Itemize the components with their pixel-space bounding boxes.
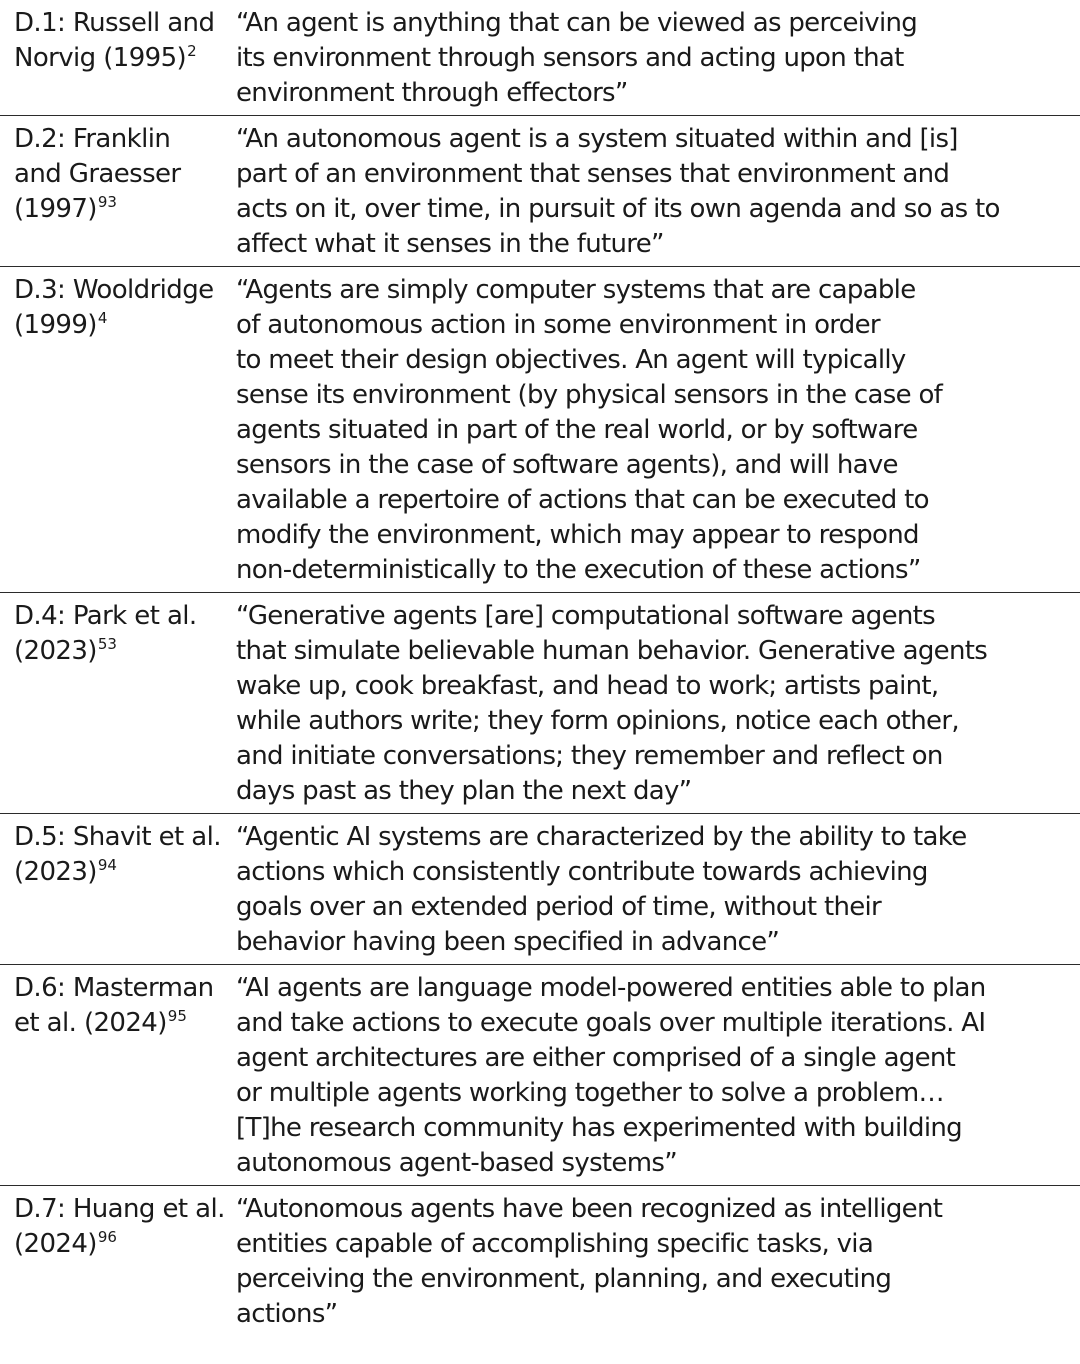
definition-quote: [236, 971, 1080, 1181]
quote-line: part of an environment that senses that environment and: [236, 159, 950, 189]
definition-source: [0, 971, 236, 1181]
reference-superscript: 53: [97, 635, 117, 653]
definition-quote: [236, 820, 1080, 960]
quote-line: behavior having been specified in advance”: [236, 927, 780, 957]
definition-row: [0, 0, 1080, 116]
source-line: D.4: Park et al.: [14, 601, 197, 631]
quote-line: “Generative agents [are] computational software agents: [236, 601, 935, 631]
definition-source: [0, 273, 236, 588]
quote-line: and take actions to execute goals over multiple iterations. AI: [236, 1008, 986, 1038]
quote-line: “Agentic AI systems are characterized by the ability to take: [236, 822, 967, 852]
source-line: D.2: Franklin: [14, 124, 171, 154]
quote-line: affect what it senses in the future”: [236, 229, 664, 259]
definition-source: [0, 599, 236, 809]
reference-superscript: 96: [97, 1228, 117, 1246]
definition-quote: [236, 273, 1080, 588]
source-line: D.3: Wooldridge: [14, 275, 214, 305]
source-line: $(2023)^{94}$: [14, 856, 117, 887]
quote-line: sensors in the case of software agents), and will have: [236, 450, 898, 480]
source-line: D.5: Shavit et al.: [14, 822, 221, 852]
quote-line: “AI agents are language model-powered entities able to plan: [236, 973, 986, 1003]
definition-quote: [236, 6, 1080, 111]
source-line: D.6: Masterman: [14, 973, 214, 1003]
quote-line: “Autonomous agents have been recognized as intelligent: [236, 1194, 943, 1224]
quote-line: actions”: [236, 1299, 338, 1329]
source-line: D.1: Russell and: [14, 8, 215, 38]
quote-line: agent architectures are either comprised of a single agent: [236, 1043, 956, 1073]
definition-quote: [236, 1192, 1080, 1332]
quote-line: “An agent is anything that can be viewed as perceiving: [236, 8, 918, 38]
reference-superscript: 95: [167, 1007, 187, 1025]
quote-line: wake up, cook breakfast, and head to work; artists paint,: [236, 671, 939, 701]
quote-line: to meet their design objectives. An agent will typically: [236, 345, 906, 375]
quote-line: [T]he research community has experimented with building: [236, 1113, 962, 1143]
definition-row: [0, 965, 1080, 1186]
source-line: Norvig $(1995)^2$: [14, 42, 197, 73]
quote-line: environment through effectors”: [236, 78, 628, 108]
definition-source: [0, 6, 236, 111]
definition-row: [0, 814, 1080, 965]
quote-line: non-deterministically to the execution of these actions”: [236, 555, 921, 585]
quote-line: goals over an extended period of time, without their: [236, 892, 882, 922]
reference-superscript: 94: [97, 856, 117, 874]
quote-line: that simulate believable human behavior. Generative agents: [236, 636, 988, 666]
quote-line: or multiple agents working together to solve a problem…: [236, 1078, 944, 1108]
quote-line: days past as they plan the next day”: [236, 776, 692, 806]
definition-source: [0, 1192, 236, 1332]
quote-line: actions which consistently contribute towards achieving: [236, 857, 928, 887]
source-line: and Graesser: [14, 159, 181, 189]
reference-superscript: 2: [187, 42, 197, 60]
quote-line: autonomous agent-based systems”: [236, 1148, 677, 1178]
quote-line: and initiate conversations; they remember and reflect on: [236, 741, 943, 771]
quote-line: while authors write; they form opinions, notice each other,: [236, 706, 959, 736]
definition-row: [0, 593, 1080, 814]
source-line: $(1997)^{93}$: [14, 193, 117, 224]
definition-source: [0, 820, 236, 960]
quote-line: its environment through sensors and acting upon that: [236, 43, 904, 73]
definition-quote: [236, 122, 1080, 262]
source-line: $(2024)^{96}$: [14, 1228, 117, 1259]
quote-line: available a repertoire of actions that can be executed to: [236, 485, 929, 515]
quote-line: perceiving the environment, planning, and executing: [236, 1264, 892, 1294]
definition-source: [0, 122, 236, 262]
source-line: D.7: Huang et al.: [14, 1194, 225, 1224]
reference-superscript: 93: [97, 193, 117, 211]
reference-superscript: 4: [97, 309, 108, 327]
source-line: $(2023)^{53}$: [14, 635, 117, 666]
source-line: $(1999)^4$: [14, 309, 108, 340]
quote-line: acts on it, over time, in pursuit of its own agenda and so as to: [236, 194, 1000, 224]
quote-line: “Agents are simply computer systems that are capable: [236, 275, 916, 305]
quote-line: “An autonomous agent is a system situated within and [is]: [236, 124, 958, 154]
definition-row: [0, 1186, 1080, 1336]
quote-line: modify the environment, which may appear to respond: [236, 520, 919, 550]
quote-line: sense its environment (by physical sensors in the case of: [236, 380, 943, 410]
quote-line: entities capable of accomplishing specific tasks, via: [236, 1229, 874, 1259]
quote-line: of autonomous action in some environment in order: [236, 310, 880, 340]
quote-line: agents situated in part of the real world, or by software: [236, 415, 918, 445]
definition-row: [0, 116, 1080, 267]
definition-row: [0, 267, 1080, 593]
definition-quote: [236, 599, 1080, 809]
source-line: et al. $(2024)^{95}$: [14, 1007, 187, 1038]
